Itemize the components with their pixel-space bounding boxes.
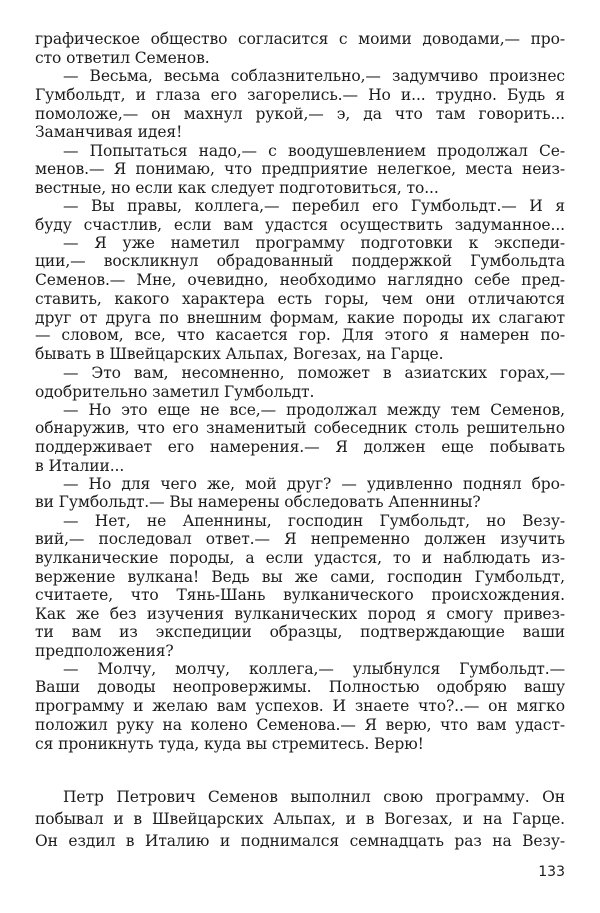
text-line: побывал и в Швейцарских Альпах, и в Вогезах, и на Гарце.	[35, 810, 565, 828]
text-line: поддерживает его намерения.— Я должен еще побывать	[35, 438, 565, 456]
text-line: графическое общество согласится с моими доводами,— про-	[35, 30, 565, 48]
text-line: обнаружив, что его знаменитый собеседник столь решительно	[35, 419, 565, 437]
text-line: ся проникнуть туда, куда вы стремитесь. Верю!	[35, 735, 424, 753]
text-line: сто ответил Семенов.	[35, 49, 210, 67]
text-line: друг от друга по внешним формам, какие породы их слагают	[35, 309, 565, 327]
text-line: буду счастлив, если вам удастся осуществить задуманное...	[35, 216, 565, 234]
text-line: вулканические породы, а если удастся, то и наблюдать из-	[35, 549, 565, 567]
text-line: вестные, но если как следует подготовиться, то...	[35, 179, 439, 197]
text-line: ви Гумбольдт.— Вы намерены обследовать Апеннины?	[35, 493, 481, 511]
text-line: ции,— воскликнул обрадованный поддержкой Гумбольдта	[35, 252, 565, 270]
text-line: считаете, что Тянь-Шань вулканического происхождения.	[35, 586, 565, 604]
text-line: положил руку на колено Семенова.— Я верю, что вам удаст-	[35, 716, 565, 734]
text-line: ставить, какого характера есть горы, чем они отличаются	[35, 290, 565, 308]
text-line: менов.— Я понимаю, что предприятие нелегкое, места неиз-	[35, 160, 565, 178]
text-line: — Это вам, несомненно, поможет в азиатских горах,—	[63, 364, 565, 382]
text-line: предположения?	[35, 642, 174, 660]
text-line: — Попытаться надо,— с воодушевлением продолжал Се-	[63, 142, 565, 160]
text-line: Как же без изучения вулканических пород я смогу привез-	[35, 605, 565, 623]
text-line: Ваши доводы неопровержимы. Полностью одобряю вашу	[35, 678, 565, 696]
text-line: — Я уже наметил программу подготовки к экспеди-	[63, 234, 565, 252]
text-line: Гумбольдт, и глаза его загорелись.— Но и... трудно. Будь я	[35, 86, 565, 104]
text-line: — Нет, не Апеннины, господин Гумбольдт, но Везу-	[63, 512, 565, 530]
text-line: одобрительно заметил Гумбольдт.	[35, 383, 315, 401]
page-number: 133	[538, 864, 565, 880]
text-line: Заманчивая идея!	[35, 123, 183, 141]
text-line: — Но для чего же, мой друг? — удивленно поднял бро-	[63, 475, 565, 493]
text-line: помоложе,— он махнул рукой,— э, да что там говорить...	[35, 105, 565, 123]
final-paragraph	[35, 0, 565, 913]
text-line: Петр Петрович Семенов выполнил свою программу. Он	[63, 788, 565, 806]
text-line: бывать в Швейцарских Альпах, Вогезах, на Гарце.	[35, 345, 444, 363]
text-line: — Молчу, молчу, коллега,— улыбнулся Гумбольдт.—	[63, 660, 565, 678]
text-line: — Весьма, весьма соблазнительно,— задумчиво произнес	[63, 67, 565, 85]
text-line: вержение вулкана! Ведь вы же сами, господин Гумбольдт,	[35, 568, 565, 586]
text-line: — Вы правы, коллега,— перебил его Гумбольдт.— И я	[63, 197, 565, 215]
text-line: в Италии...	[35, 457, 125, 475]
text-line: программу и желаю вам успехов. И знаете что?..— он мягко	[35, 697, 565, 715]
text-line: вий,— последовал ответ.— Я непременно должен изучить	[35, 530, 565, 548]
text-line: — Но это еще не все,— продолжал между тем Семенов,	[63, 401, 565, 419]
text-line: Он ездил в Италию и поднимался семнадцать раз на Везу-	[35, 832, 565, 850]
text-line: ти вам из экспедиции образцы, подтверждающие ваши	[35, 623, 565, 641]
text-line: Семенов.— Мне, очевидно, необходимо наглядно себе пред-	[35, 271, 565, 289]
text-line: — словом, все, что касается гор. Для этого я намерен по-	[35, 326, 565, 344]
